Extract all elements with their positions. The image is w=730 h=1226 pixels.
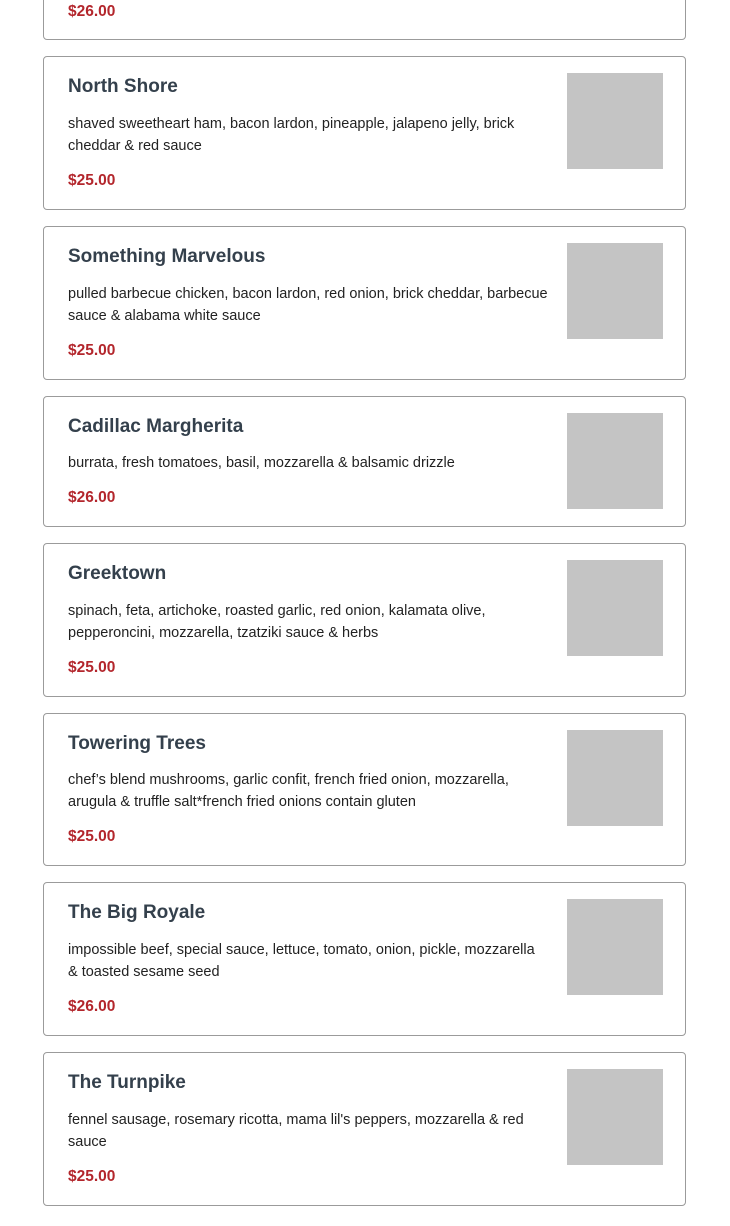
item-image: [567, 243, 663, 339]
menu-item-card-greektown[interactable]: [43, 543, 686, 697]
menu-item-card-the-turnpike[interactable]: [43, 1052, 686, 1206]
menu-item-card-north-shore[interactable]: [43, 56, 686, 210]
item-image: [567, 413, 663, 509]
item-price: $25.00: [68, 342, 116, 359]
item-image: [567, 1069, 663, 1165]
menu-item-card-towering-trees[interactable]: [43, 713, 686, 866]
item-description: shaved sweetheart ham, bacon lardon, pineapple, jalapeno jelly, brick cheddar & red sauce: [68, 116, 515, 154]
item-description: pulled barbecue chicken, bacon lardon, red onion, brick cheddar, barbecue sauce & alabama white sauce: [68, 286, 548, 324]
item-description: chef’s blend mushrooms, garlic confit, french fried onion, mozzarella, arugula & truffle salt*french fried onions contain gluten: [68, 772, 509, 810]
item-description: spinach, feta, artichoke, roasted garlic, red onion, kalamata olive, pepperoncini, mozzarella, tzatziki sauce & herbs: [68, 603, 486, 641]
item-image: [567, 73, 663, 169]
item-name: North Shore: [68, 76, 178, 97]
item-name: The Turnpike: [68, 1072, 186, 1093]
item-name: Greektown: [68, 563, 167, 584]
item-image: [567, 560, 663, 656]
item-description: burrata, fresh tomatoes, basil, mozzarella & balsamic drizzle: [68, 455, 455, 471]
menu-item-card-something-marvelous[interactable]: [43, 226, 686, 380]
item-image: [567, 899, 663, 995]
item-price: $25.00: [68, 828, 116, 845]
item-name: Towering Trees: [68, 733, 206, 754]
menu-item-card-partial[interactable]: [43, 0, 686, 40]
item-price: $26.00: [68, 489, 116, 506]
menu-item-card-cadillac-margherita[interactable]: [43, 396, 686, 527]
item-price: $26.00: [68, 998, 116, 1015]
item-name: Cadillac Margherita: [68, 416, 244, 437]
item-price: $25.00: [68, 1168, 116, 1185]
item-price: $26.00: [68, 3, 116, 20]
item-description: fennel sausage, rosemary ricotta, mama lil's peppers, mozzarella & red sauce: [68, 1112, 524, 1150]
item-image: [567, 730, 663, 826]
item-price: $25.00: [68, 659, 116, 676]
menu-item-card-the-big-royale[interactable]: [43, 882, 686, 1036]
item-price: $25.00: [68, 172, 116, 189]
item-name: Something Marvelous: [68, 246, 266, 267]
item-description: impossible beef, special sauce, lettuce, tomato, onion, pickle, mozzarella & toasted sesame seed: [68, 942, 535, 980]
item-name: The Big Royale: [68, 902, 206, 923]
